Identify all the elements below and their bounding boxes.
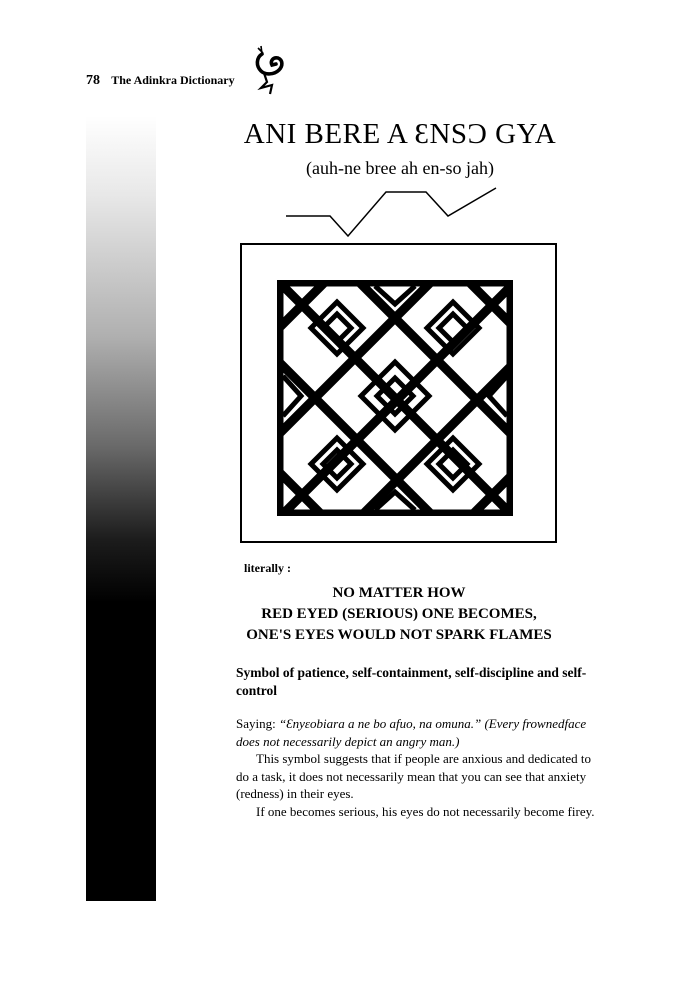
description-body: [236, 715, 596, 820]
saying-paragraph: [236, 715, 596, 750]
zigzag-line-icon: [286, 186, 506, 242]
body-paragraph: If one becomes serious, his eyes do not necessarily become firey.: [256, 803, 595, 819]
adinkra-diamond-lattice-symbol: [277, 280, 513, 516]
running-header: [86, 72, 235, 89]
sankofa-bird-icon: [252, 44, 288, 96]
literal-meaning-line: NO MATTER HOW: [332, 585, 466, 601]
symbol-meaning: Symbol of patience, self-containment, self-discipline and self-control: [236, 665, 587, 698]
literal-meaning: [215, 583, 583, 646]
saying-label: Saying:: [236, 716, 276, 731]
pronunciation: (auh-ne bree ah en-so jah): [306, 158, 494, 178]
literal-meaning-line: ONE'S EYES WOULD NOT SPARK FLAMES: [246, 627, 552, 643]
body-paragraph: This symbol suggests that if people are anxious and dedicated to do a task, it does not necessarily mean that you can see that anxiety (redness) in their eyes.: [236, 751, 592, 801]
literal-meaning-line: RED EYED (SERIOUS) ONE BECOMES,: [261, 606, 537, 622]
margin-gradient-bar: [86, 116, 156, 901]
book-title: The Adinkra Dictionary: [111, 73, 235, 87]
symbol-title: ANI BERE A ƐNSƆ GYA: [243, 118, 557, 150]
page-number: 78: [86, 73, 100, 88]
saying-quote: “Ɛnyɛobiara a ne bo afuo, na omuna.” (Every frownedface does not necessarily depict an angry man.): [236, 716, 587, 749]
literally-label: literally :: [244, 561, 291, 575]
